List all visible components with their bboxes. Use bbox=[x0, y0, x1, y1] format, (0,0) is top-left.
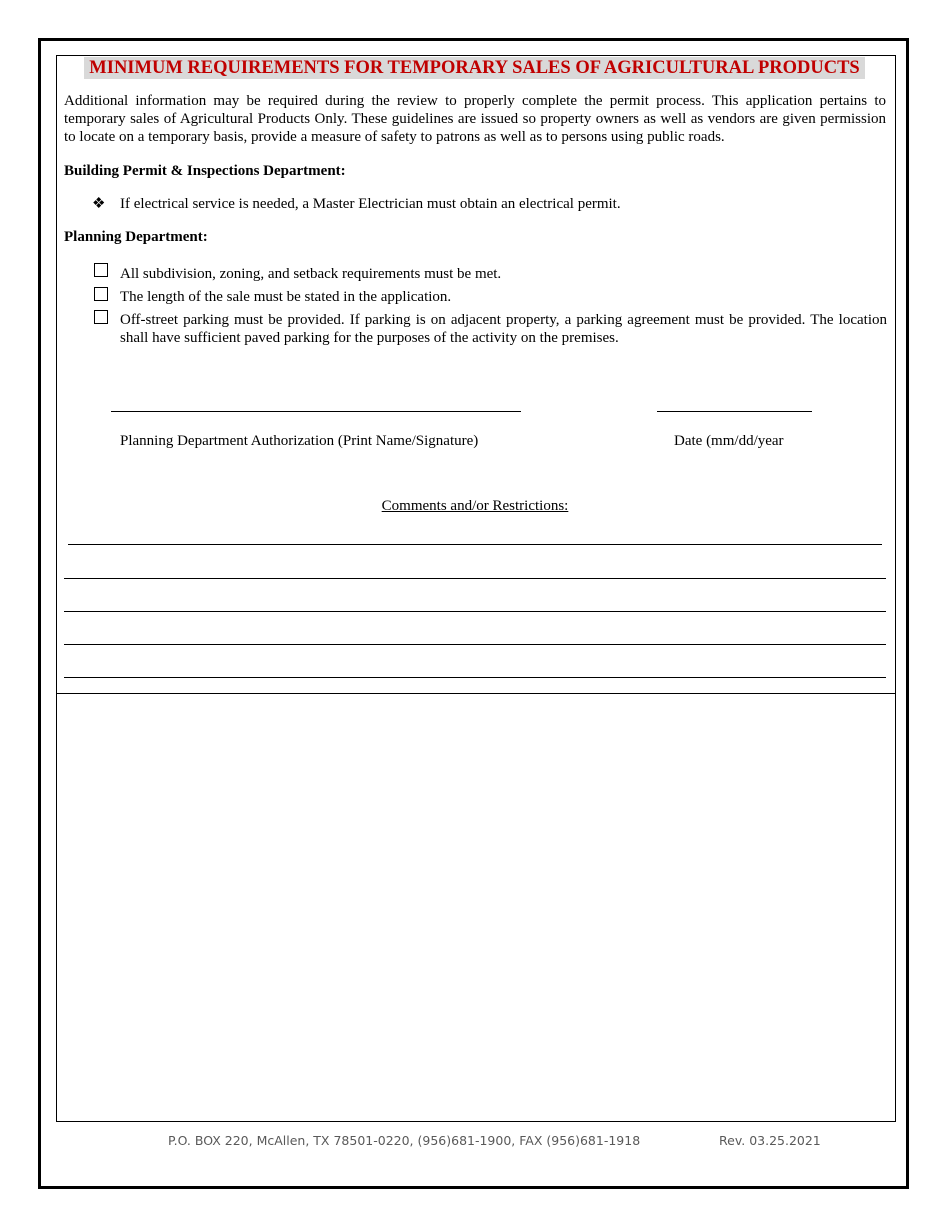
comment-line-3[interactable] bbox=[64, 611, 886, 612]
zoning-requirement: All subdivision, zoning, and setback requirements must be met. bbox=[120, 266, 502, 282]
comment-line-1[interactable] bbox=[68, 544, 882, 545]
comment-line-2[interactable] bbox=[64, 578, 886, 579]
electrical-requirement: If electrical service is needed, a Master Electrician must obtain an electrical permit. bbox=[120, 196, 621, 212]
comment-line-5[interactable] bbox=[64, 677, 886, 678]
form-title: MINIMUM REQUIREMENTS FOR TEMPORARY SALES OF AGRICULTURAL PRODUCTS bbox=[84, 57, 865, 79]
authorization-label: Planning Department Authorization (Print Name/Signature) bbox=[120, 433, 479, 449]
comments-label-text: Comments and/or Restrictions: bbox=[381, 498, 569, 514]
footer-revision: Rev. 03.25.2021 bbox=[719, 1133, 821, 1148]
comment-line-4[interactable] bbox=[64, 644, 886, 645]
footer-address: P.O. BOX 220, McAllen, TX 78501-0220, (956)681-1900, FAX (956)681-1918 bbox=[168, 1133, 641, 1148]
section-divider bbox=[56, 693, 896, 694]
inner-form-border bbox=[56, 55, 896, 1122]
authorization-signature-line[interactable] bbox=[111, 411, 521, 412]
intro-paragraph: Additional information may be required during the review to properly complete the permit process. This application pertains to temporary sales of Agricultural Products Only. These guidelines are issued so property owners as well as vendors are given permission to locate on a temporary basis, provide a measure of safety to patrons as well as to persons using public roads. bbox=[64, 93, 886, 145]
building-dept-heading: Building Permit & Inspections Department: bbox=[64, 163, 346, 179]
checkbox-zoning[interactable] bbox=[94, 263, 108, 277]
checkbox-sale-length[interactable] bbox=[94, 287, 108, 301]
parking-requirement: Off-street parking must be provided. If parking is on adjacent property, a parking agreement must be provided. The location shall have sufficient paved parking for the purposes of the activity on the premises. bbox=[120, 312, 887, 346]
diamond-bullet-icon: ❖ bbox=[92, 196, 106, 212]
checkbox-parking[interactable] bbox=[94, 310, 108, 324]
sale-length-requirement: The length of the sale must be stated in the application. bbox=[120, 289, 452, 305]
planning-dept-heading: Planning Department: bbox=[64, 229, 208, 245]
comments-label bbox=[0, 497, 950, 515]
date-signature-line[interactable] bbox=[657, 411, 812, 412]
date-label: Date (mm/dd/year bbox=[674, 433, 784, 449]
